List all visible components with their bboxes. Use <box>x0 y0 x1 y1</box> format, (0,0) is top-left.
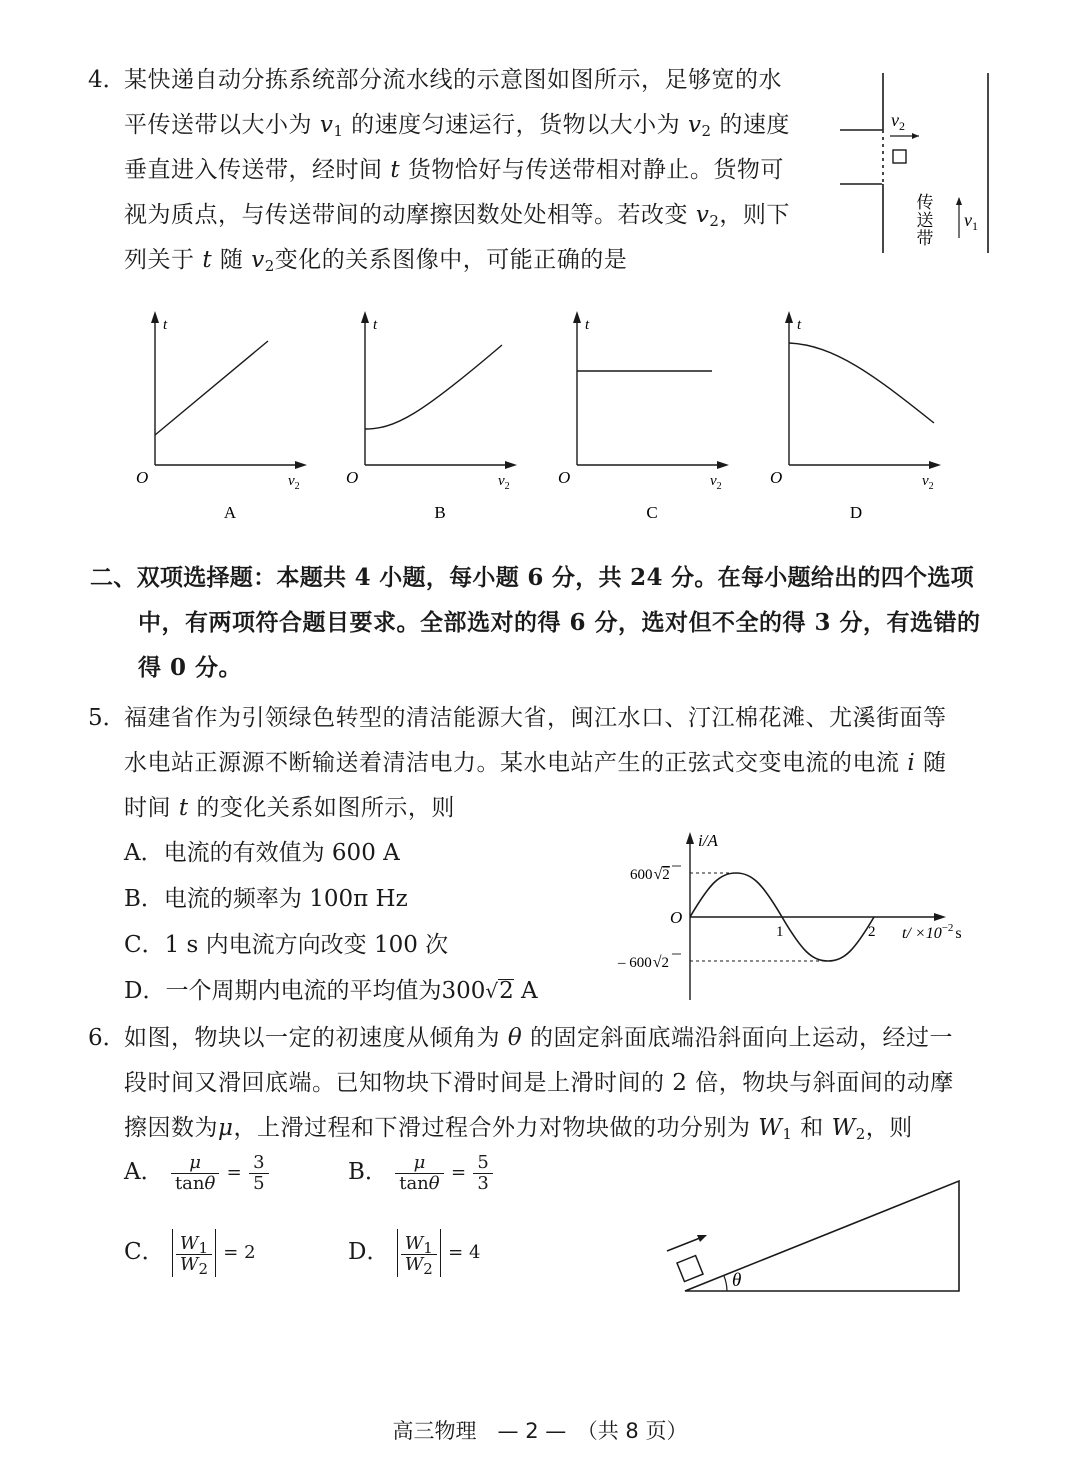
graph-a-curve <box>155 341 268 435</box>
q5-line1: 福建省作为引领绿色转型的清洁能源大省，闽江水口、汀江棉花滩、尤溪街面等 <box>124 705 947 731</box>
incline-triangle <box>685 1181 959 1291</box>
current-graph-trough: – 600√2 <box>618 954 670 971</box>
graph-d-origin: O <box>770 468 783 487</box>
graph-d-curve <box>789 343 934 423</box>
graph-d-xlabel: $v_2$ <box>922 473 934 492</box>
graph-c-origin: O <box>558 468 571 487</box>
graph-b-xlabel: $v_2$ <box>498 473 510 492</box>
graph-d-label: D <box>849 503 863 522</box>
q4-line5: 列关于 t 随 $v_2$变化的关系图像中，可能正确的是 <box>124 247 628 275</box>
section2-line1: 二、双项选择题：本题共 4 小题，每小题 6 分，共 24 分。在每小题给出的四个选项 <box>90 564 974 591</box>
block <box>677 1256 703 1282</box>
belt-char-1: 传 <box>916 193 934 212</box>
q5-number: 5． <box>88 705 126 731</box>
current-graph-tick1: 1 <box>776 924 784 940</box>
q6-line2: 段时间又滑回底端。已知物块下滑时间是上滑时间的 2 倍，物块与斜面间的动摩 <box>124 1070 954 1096</box>
q5-option-d[interactable]: D．一个周期内电流的平均值为300√2 A <box>124 978 538 1004</box>
current-graph-tick2: 2 <box>868 924 876 940</box>
q4-line3: 垂直进入传送带，经时间 t 货物恰好与传送带相对静止。货物可 <box>124 157 784 183</box>
section2-line2: 中，有两项符合题目要求。全部选对的得 6 分，选对但不全的得 3 分，有选错的 <box>138 609 981 636</box>
current-graph <box>610 828 990 1006</box>
graph-c-ylabel: t <box>585 317 590 333</box>
graph-b-curve <box>365 345 502 429</box>
q6-option-d[interactable]: D． $\frac{W_1}{W_2}$ = 4 <box>348 1228 480 1277</box>
incline-diagram <box>655 1175 975 1300</box>
graph-d-ylabel: t <box>797 317 802 333</box>
graph-c <box>552 305 742 530</box>
q6-line1: 如图，物块以一定的初速度从倾角为 θ 的固定斜面底端沿斜面向上运动，经过一 <box>124 1025 953 1051</box>
current-graph-origin: O <box>670 908 683 927</box>
graph-c-label: C <box>646 503 658 522</box>
q5-line2: 水电站正源源不断输送着清洁电力。某水电站产生的正弦式交变电流的电流 i 随 <box>124 750 947 776</box>
graph-b-label: B <box>434 503 446 522</box>
graph-a-label: A <box>223 503 237 522</box>
q6-option-c[interactable]: C． $\frac{W_1}{W_2}$ = 2 <box>124 1228 256 1277</box>
graph-b-origin: O <box>346 468 359 487</box>
q5-option-a[interactable]: A．电流的有效值为 600 A <box>124 840 400 866</box>
q6-option-a[interactable]: A． $\frac{\mu}{\tan\theta}$ = $\frac{3}{5}$ <box>124 1150 269 1195</box>
graph-b-ylabel: t <box>373 317 378 333</box>
graph-a-origin: O <box>136 468 149 487</box>
q4-number: 4． <box>88 67 126 93</box>
current-graph-peak: 600√2 <box>630 866 670 883</box>
conveyor-diagram <box>835 68 1000 258</box>
q5-line3: 时间 t 的变化关系如图所示，则 <box>124 795 455 821</box>
q4-line2: 平传送带以大小为 $v_1$ 的速度匀速运行，货物以大小为 $v_2$ 的速度 <box>124 112 790 140</box>
page-footer: 高三物理 — 2 — （共 8 页） <box>392 1419 688 1443</box>
graph-a-xlabel: $v_2$ <box>288 473 300 492</box>
belt-char-2: 送 <box>916 211 934 230</box>
current-graph-ylabel: i/A <box>698 831 718 850</box>
current-graph-xlabel: $t/ \times 10^{-2}$ s <box>902 922 962 942</box>
incline-theta: θ <box>732 1270 742 1291</box>
q4-line4: 视为质点，与传送带间的动摩擦因数处处相等。若改变 $v_2$，则下 <box>124 202 790 230</box>
q5-option-b[interactable]: B．电流的频率为 100π Hz <box>124 886 408 912</box>
graph-b <box>340 305 530 530</box>
graph-d <box>764 305 954 530</box>
graph-c-xlabel: $v_2$ <box>710 473 722 492</box>
q4-line1: 某快递自动分拣系统部分流水线的示意图如图所示，足够宽的水 <box>124 67 782 93</box>
conveyor-v1-label: $v_1$ <box>964 210 978 233</box>
q6-line3: 擦因数为μ，上滑过程和下滑过程合外力对物块做的功分别为 $W_1$ 和 $W_2$，则 <box>124 1115 913 1143</box>
q6-option-b[interactable]: B． $\frac{\mu}{\tan\theta}$ = $\frac{5}{3}$ <box>348 1150 493 1195</box>
conveyor-v2-label: $v_2$ <box>891 110 905 133</box>
q5-option-c[interactable]: C．1 s 内电流方向改变 100 次 <box>124 932 449 958</box>
belt-char-3: 带 <box>916 229 934 248</box>
section2-line3: 得 0 分。 <box>138 654 243 681</box>
graph-a <box>130 305 320 530</box>
q6-number: 6． <box>88 1025 126 1051</box>
graph-a-ylabel: t <box>163 317 168 333</box>
